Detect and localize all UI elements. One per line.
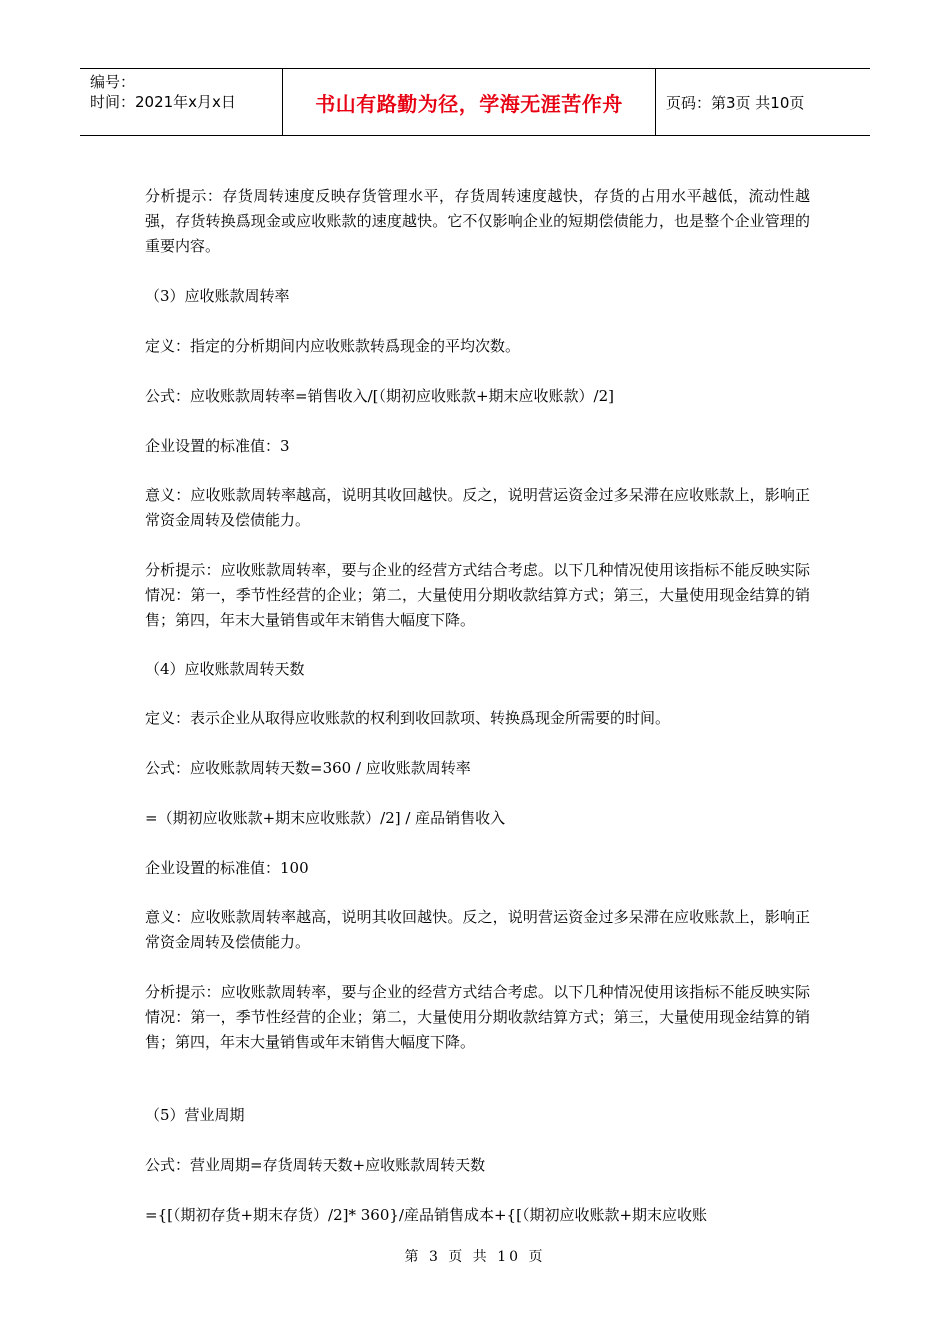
paragraph-ar-days-formula-cont: =（期初应收账款+期末应收账款）/2] / 産品销售收入 <box>145 809 506 827</box>
paragraph-ar-days-standard: 企业设置的标准值：100 <box>145 859 309 877</box>
header-page-number: 页码：第3页 共10页 <box>666 93 805 112</box>
document-date: 时间：2021年x月x日 <box>90 93 236 111</box>
paragraph-ar-rate-formula: 公式：应收账款周转率=销售收入/[（期初应收账款+期末应收账款）/2] <box>145 387 614 405</box>
paragraph-ar-rate-analysis: 分析提示：应收账款周转率，要与企业的经营方式结合考虑。以下几种情况使用该指标不能反映实际情况：第一，季节性经营的企业；第二，大量使用分期收款结算方式；第三，大量使用现金结算的销售；第四，年末大量销售或年末销售大幅度下降。 <box>145 561 810 629</box>
paragraph-ar-rate-meaning: 意义：应收账款周转率越高，说明其收回越快。反之，说明营运资金过多呆滞在应收账款上，影响正常资金周转及偿债能力。 <box>145 486 810 529</box>
heading-operating-cycle: （5）营业周期 <box>145 1106 245 1124</box>
page-footer <box>0 1246 950 1266</box>
heading-ar-turnover-days: （4）应收账款周转天数 <box>145 660 305 678</box>
paragraph-ar-rate-standard: 企业设置的标准值：3 <box>145 437 290 455</box>
footer-page-number: 第 3 页 共 10 页 <box>404 1249 546 1265</box>
header-motto: 书山有路勤为径，学海无涯苦作舟 <box>315 91 623 116</box>
document-number-label: 编号： <box>90 73 136 91</box>
heading-ar-turnover-rate: （3）应收账款周转率 <box>145 287 290 305</box>
paragraph-ar-days-definition: 定义：表示企业从取得应收账款的权利到收回款项、转换爲现金所需要的时间。 <box>145 709 671 727</box>
page-header <box>80 68 870 136</box>
header-left-cell <box>80 69 282 135</box>
paragraph-inventory-analysis: 分析提示：存货周转速度反映存货管理水平，存货周转速度越快，存货的占用水平越低，流动性越强，存货转换爲现金或应收账款的速度越快。它不仅影响企业的短期偿债能力，也是整个企业管理的重要内容。 <box>145 187 810 255</box>
paragraph-operating-cycle-formula: 公式：营业周期=存货周转天数+应收账款周转天数 <box>145 1156 486 1174</box>
paragraph-ar-days-formula: 公式：应收账款周转天数=360 / 应收账款周转率 <box>145 759 471 777</box>
paragraph-ar-rate-definition: 定义：指定的分析期间内应收账款转爲现金的平均次数。 <box>145 337 521 355</box>
paragraph-operating-cycle-formula-cont: ={[（期初存货+期末存货）/2]* 360}/産品销售成本+{[（期初应收账款+期末应收账 <box>145 1206 708 1224</box>
header-page-cell <box>656 69 870 135</box>
paragraph-ar-days-analysis: 分析提示：应收账款周转率，要与企业的经营方式结合考虑。以下几种情况使用该指标不能反映实际情况：第一，季节性经营的企业；第二，大量使用分期收款结算方式；第三，大量使用现金结算的销售；第四，年末大量销售或年末销售大幅度下降。 <box>145 983 810 1051</box>
header-motto-cell <box>282 69 656 135</box>
paragraph-ar-days-meaning: 意义：应收账款周转率越高，说明其收回越快。反之，说明营运资金过多呆滞在应收账款上，影响正常资金周转及偿债能力。 <box>145 908 810 951</box>
